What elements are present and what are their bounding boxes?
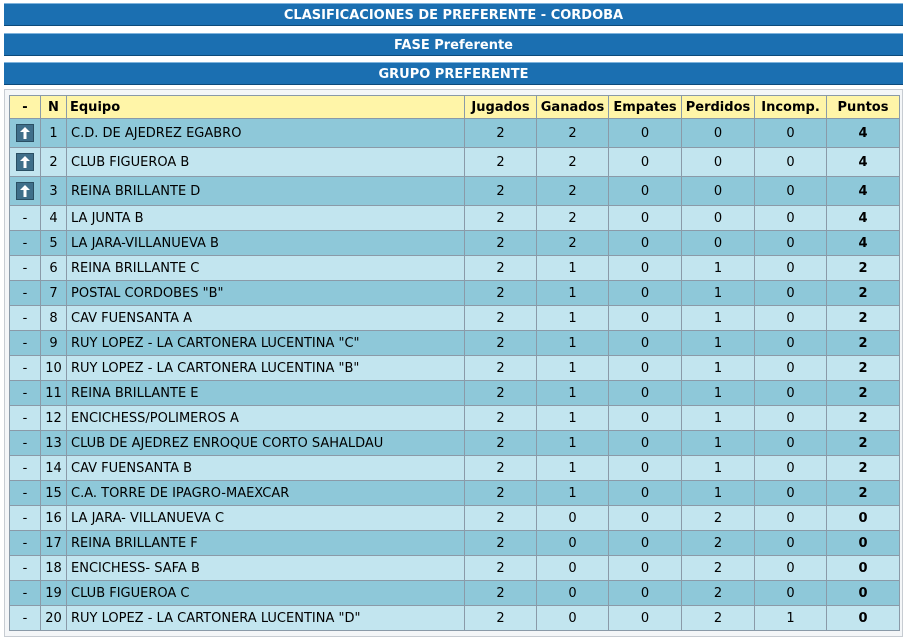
lost-cell: 2 <box>682 556 755 581</box>
table-row <box>9 531 900 556</box>
drawn-cell: 0 <box>609 148 682 177</box>
team-name-cell: REINA BRILLANTE D <box>67 177 465 206</box>
drawn-cell: 0 <box>609 481 682 506</box>
drawn-cell: 0 <box>609 206 682 231</box>
table-row <box>9 506 900 531</box>
table-row <box>9 581 900 606</box>
incomplete-cell: 0 <box>755 481 827 506</box>
won-cell: 2 <box>537 177 609 206</box>
status-cell: - <box>9 331 41 356</box>
lost-cell: 1 <box>682 256 755 281</box>
played-cell: 2 <box>465 119 537 148</box>
drawn-cell: 0 <box>609 177 682 206</box>
table-header-row <box>9 95 900 119</box>
table-row <box>9 556 900 581</box>
points-cell: 2 <box>827 331 900 356</box>
table-row <box>9 281 900 306</box>
played-cell: 2 <box>465 581 537 606</box>
drawn-cell: 0 <box>609 456 682 481</box>
incomplete-cell: 0 <box>755 406 827 431</box>
incomplete-cell: 0 <box>755 581 827 606</box>
table-row <box>9 306 900 331</box>
status-cell: - <box>9 281 41 306</box>
incomplete-cell: 0 <box>755 231 827 256</box>
position-cell: 18 <box>41 556 67 581</box>
status-cell: - <box>9 581 41 606</box>
status-cell <box>9 119 41 148</box>
position-cell: 3 <box>41 177 67 206</box>
status-cell: - <box>9 356 41 381</box>
col-team-header: Equipo <box>67 95 465 119</box>
team-name-cell: LA JARA- VILLANUEVA C <box>67 506 465 531</box>
won-cell: 1 <box>537 281 609 306</box>
col-drawn-header: Empates <box>609 95 682 119</box>
incomplete-cell: 0 <box>755 206 827 231</box>
up-arrow-icon <box>16 124 34 142</box>
won-cell: 2 <box>537 206 609 231</box>
played-cell: 2 <box>465 206 537 231</box>
status-cell: - <box>9 381 41 406</box>
lost-cell: 0 <box>682 206 755 231</box>
lost-cell: 1 <box>682 356 755 381</box>
team-name-cell: CAV FUENSANTA B <box>67 456 465 481</box>
drawn-cell: 0 <box>609 531 682 556</box>
team-name-cell: REINA BRILLANTE F <box>67 531 465 556</box>
incomplete-cell: 1 <box>755 606 827 631</box>
col-incomplete-header: Incomp. <box>755 95 827 119</box>
position-cell: 12 <box>41 406 67 431</box>
played-cell: 2 <box>465 381 537 406</box>
lost-cell: 0 <box>682 148 755 177</box>
position-cell: 15 <box>41 481 67 506</box>
points-cell: 2 <box>827 481 900 506</box>
incomplete-cell: 0 <box>755 306 827 331</box>
team-name-cell: POSTAL CORDOBES "B" <box>67 281 465 306</box>
lost-cell: 0 <box>682 119 755 148</box>
lost-cell: 1 <box>682 481 755 506</box>
drawn-cell: 0 <box>609 431 682 456</box>
points-cell: 0 <box>827 531 900 556</box>
drawn-cell: 0 <box>609 356 682 381</box>
points-cell: 2 <box>827 431 900 456</box>
incomplete-cell: 0 <box>755 356 827 381</box>
team-name-cell: RUY LOPEZ - LA CARTONERA LUCENTINA "C" <box>67 331 465 356</box>
status-cell: - <box>9 531 41 556</box>
position-cell: 10 <box>41 356 67 381</box>
status-cell: - <box>9 256 41 281</box>
won-cell: 2 <box>537 148 609 177</box>
position-cell: 1 <box>41 119 67 148</box>
points-cell: 2 <box>827 306 900 331</box>
lost-cell: 2 <box>682 506 755 531</box>
table-row <box>9 119 900 148</box>
position-cell: 14 <box>41 456 67 481</box>
incomplete-cell: 0 <box>755 431 827 456</box>
team-name-cell: ENCICHESS- SAFA B <box>67 556 465 581</box>
won-cell: 1 <box>537 481 609 506</box>
won-cell: 1 <box>537 356 609 381</box>
played-cell: 2 <box>465 306 537 331</box>
drawn-cell: 0 <box>609 381 682 406</box>
won-cell: 0 <box>537 556 609 581</box>
up-arrow-icon <box>16 182 34 200</box>
team-name-cell: C.D. DE AJEDREZ EGABRO <box>67 119 465 148</box>
status-cell: - <box>9 481 41 506</box>
points-cell: 2 <box>827 406 900 431</box>
drawn-cell: 0 <box>609 281 682 306</box>
team-name-cell: REINA BRILLANTE C <box>67 256 465 281</box>
drawn-cell: 0 <box>609 581 682 606</box>
points-cell: 4 <box>827 148 900 177</box>
lost-cell: 1 <box>682 306 755 331</box>
won-cell: 1 <box>537 306 609 331</box>
points-cell: 2 <box>827 381 900 406</box>
position-cell: 2 <box>41 148 67 177</box>
played-cell: 2 <box>465 531 537 556</box>
standings-body <box>9 119 900 631</box>
played-cell: 2 <box>465 256 537 281</box>
played-cell: 2 <box>465 177 537 206</box>
position-cell: 19 <box>41 581 67 606</box>
table-row <box>9 177 900 206</box>
table-row <box>9 481 900 506</box>
played-cell: 2 <box>465 331 537 356</box>
team-name-cell: CLUB FIGUEROA C <box>67 581 465 606</box>
table-row <box>9 256 900 281</box>
position-cell: 4 <box>41 206 67 231</box>
col-played-header: Jugados <box>465 95 537 119</box>
position-cell: 7 <box>41 281 67 306</box>
col-points-header: Puntos <box>827 95 900 119</box>
status-cell: - <box>9 556 41 581</box>
played-cell: 2 <box>465 406 537 431</box>
points-cell: 4 <box>827 231 900 256</box>
drawn-cell: 0 <box>609 406 682 431</box>
team-name-cell: CLUB DE AJEDREZ ENROQUE CORTO SAHALDAU <box>67 431 465 456</box>
played-cell: 2 <box>465 281 537 306</box>
won-cell: 2 <box>537 231 609 256</box>
status-cell <box>9 148 41 177</box>
team-name-cell: LA JARA-VILLANUEVA B <box>67 231 465 256</box>
incomplete-cell: 0 <box>755 331 827 356</box>
points-cell: 0 <box>827 506 900 531</box>
status-cell: - <box>9 306 41 331</box>
won-cell: 0 <box>537 506 609 531</box>
team-name-cell: RUY LOPEZ - LA CARTONERA LUCENTINA "B" <box>67 356 465 381</box>
lost-cell: 2 <box>682 531 755 556</box>
drawn-cell: 0 <box>609 119 682 148</box>
page-title: CLASIFICACIONES DE PREFERENTE - CORDOBA <box>4 3 903 26</box>
table-row <box>9 381 900 406</box>
team-name-cell: ENCICHESS/POLIMEROS A <box>67 406 465 431</box>
position-cell: 16 <box>41 506 67 531</box>
won-cell: 1 <box>537 381 609 406</box>
status-cell: - <box>9 206 41 231</box>
incomplete-cell: 0 <box>755 256 827 281</box>
col-won-header: Ganados <box>537 95 609 119</box>
position-cell: 17 <box>41 531 67 556</box>
lost-cell: 1 <box>682 431 755 456</box>
incomplete-cell: 0 <box>755 456 827 481</box>
points-cell: 0 <box>827 556 900 581</box>
points-cell: 4 <box>827 119 900 148</box>
points-cell: 2 <box>827 456 900 481</box>
status-cell: - <box>9 231 41 256</box>
table-row <box>9 431 900 456</box>
lost-cell: 1 <box>682 406 755 431</box>
table-row <box>9 148 900 177</box>
position-cell: 6 <box>41 256 67 281</box>
phase-title: FASE Preferente <box>4 33 903 56</box>
incomplete-cell: 0 <box>755 506 827 531</box>
points-cell: 2 <box>827 281 900 306</box>
table-row <box>9 356 900 381</box>
table-row <box>9 606 900 631</box>
lost-cell: 2 <box>682 581 755 606</box>
col-n-header: N <box>41 95 67 119</box>
standings-table <box>9 95 900 631</box>
played-cell: 2 <box>465 606 537 631</box>
played-cell: 2 <box>465 506 537 531</box>
points-cell: 0 <box>827 581 900 606</box>
played-cell: 2 <box>465 148 537 177</box>
lost-cell: 0 <box>682 231 755 256</box>
drawn-cell: 0 <box>609 506 682 531</box>
incomplete-cell: 0 <box>755 556 827 581</box>
points-cell: 4 <box>827 206 900 231</box>
won-cell: 1 <box>537 456 609 481</box>
group-title: GRUPO PREFERENTE <box>4 62 903 85</box>
table-row <box>9 406 900 431</box>
table-row <box>9 331 900 356</box>
played-cell: 2 <box>465 481 537 506</box>
status-cell <box>9 177 41 206</box>
incomplete-cell: 0 <box>755 281 827 306</box>
lost-cell: 0 <box>682 177 755 206</box>
played-cell: 2 <box>465 456 537 481</box>
team-name-cell: RUY LOPEZ - LA CARTONERA LUCENTINA "D" <box>67 606 465 631</box>
won-cell: 1 <box>537 331 609 356</box>
lost-cell: 1 <box>682 331 755 356</box>
position-cell: 11 <box>41 381 67 406</box>
played-cell: 2 <box>465 556 537 581</box>
team-name-cell: C.A. TORRE DE IPAGRO-MAEXCAR <box>67 481 465 506</box>
drawn-cell: 0 <box>609 606 682 631</box>
incomplete-cell: 0 <box>755 177 827 206</box>
col-status-header: - <box>9 95 41 119</box>
points-cell: 2 <box>827 356 900 381</box>
incomplete-cell: 0 <box>755 381 827 406</box>
col-lost-header: Perdidos <box>682 95 755 119</box>
status-cell: - <box>9 431 41 456</box>
incomplete-cell: 0 <box>755 531 827 556</box>
won-cell: 1 <box>537 431 609 456</box>
won-cell: 1 <box>537 406 609 431</box>
points-cell: 4 <box>827 177 900 206</box>
team-name-cell: LA JUNTA B <box>67 206 465 231</box>
drawn-cell: 0 <box>609 331 682 356</box>
incomplete-cell: 0 <box>755 119 827 148</box>
points-cell: 0 <box>827 606 900 631</box>
team-name-cell: CLUB FIGUEROA B <box>67 148 465 177</box>
up-arrow-icon <box>16 153 34 171</box>
won-cell: 1 <box>537 256 609 281</box>
table-row <box>9 206 900 231</box>
table-row <box>9 231 900 256</box>
status-cell: - <box>9 506 41 531</box>
lost-cell: 2 <box>682 606 755 631</box>
played-cell: 2 <box>465 231 537 256</box>
drawn-cell: 0 <box>609 556 682 581</box>
status-cell: - <box>9 406 41 431</box>
status-cell: - <box>9 606 41 631</box>
won-cell: 2 <box>537 119 609 148</box>
drawn-cell: 0 <box>609 231 682 256</box>
won-cell: 0 <box>537 531 609 556</box>
status-cell: - <box>9 456 41 481</box>
lost-cell: 1 <box>682 281 755 306</box>
position-cell: 8 <box>41 306 67 331</box>
drawn-cell: 0 <box>609 256 682 281</box>
won-cell: 0 <box>537 606 609 631</box>
position-cell: 20 <box>41 606 67 631</box>
points-cell: 2 <box>827 256 900 281</box>
table-row <box>9 456 900 481</box>
lost-cell: 1 <box>682 381 755 406</box>
position-cell: 13 <box>41 431 67 456</box>
drawn-cell: 0 <box>609 306 682 331</box>
lost-cell: 1 <box>682 456 755 481</box>
incomplete-cell: 0 <box>755 148 827 177</box>
team-name-cell: REINA BRILLANTE E <box>67 381 465 406</box>
team-name-cell: CAV FUENSANTA A <box>67 306 465 331</box>
played-cell: 2 <box>465 431 537 456</box>
played-cell: 2 <box>465 356 537 381</box>
position-cell: 9 <box>41 331 67 356</box>
position-cell: 5 <box>41 231 67 256</box>
won-cell: 0 <box>537 581 609 606</box>
